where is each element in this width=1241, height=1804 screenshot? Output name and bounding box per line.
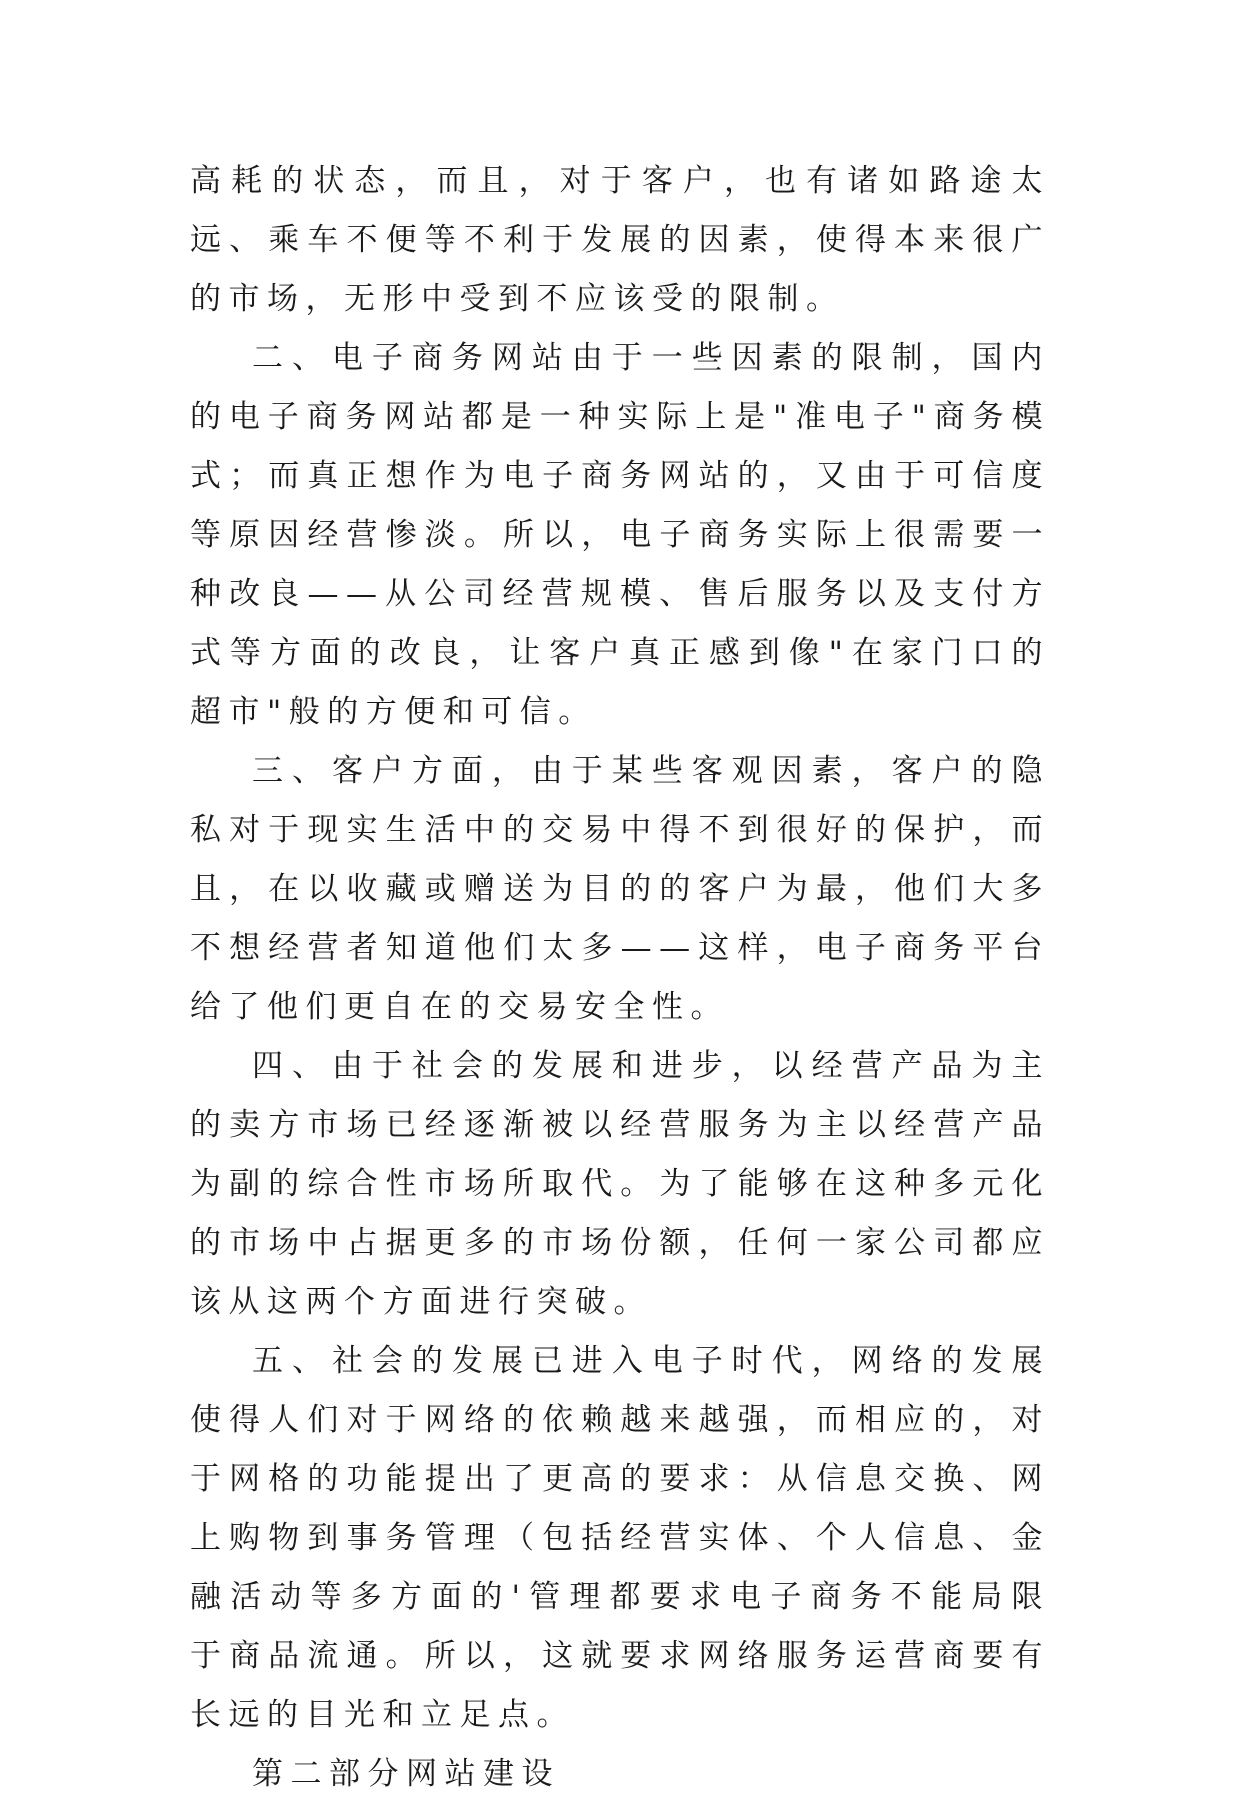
paragraph-continuation: 高耗的状态，而且，对于客户，也有诸如路途太远、乘车不便等不利于发展的因素，使得本来很广的市场，无形中受到不应该受的限制。 — [190, 163, 1050, 317]
paragraph-point-four: 四、由于社会的发展和进步，以经营产品为主的卖方市场已经逐渐被以经营服务为主以经营产品为副的综合性市场所取代。为了能够在这种多元化的市场中占据更多的市场份额，任何一家公司都应该从这两个方面进行突破。 — [190, 1048, 1050, 1320]
section-heading-part-two: 第二部分网站建设 — [252, 1756, 560, 1792]
paragraph-point-five: 五、社会的发展已进入电子时代，网络的发展使得人们对于网络的依赖越来越强，而相应的，对于网格的功能提出了更高的要求：从信息交换、网上购物到事务管理（包括经营实体、个人信息、金融活动等多方面的'管理都要求电子商务不能局限于商品流通。所以，这就要求网络服务运营商要有长远的目光和立足点。 — [190, 1343, 1050, 1733]
paragraph-point-three: 三、客户方面，由于某些客观因素，客户的隐私对于现实生活中的交易中得不到很好的保护，而且，在以收藏或赠送为目的的客户为最，他们大多不想经营者知道他们太多——这样，电子商务平台给了他们更自在的交易安全性。 — [190, 753, 1050, 1025]
paragraph-point-two: 二、电子商务网站由于一些因素的限制，国内的电子商务网站都是一种实际上是"准电子"商务模式；而真正想作为电子商务网站的，又由于可信度等原因经营惨淡。所以，电子商务实际上很需要一种改良——从公司经营规模、售后服务以及支付方式等方面的改良，让客户真正感到像"在家门口的超市"般的方便和可信。 — [190, 340, 1050, 730]
document-body — [190, 152, 1050, 1804]
